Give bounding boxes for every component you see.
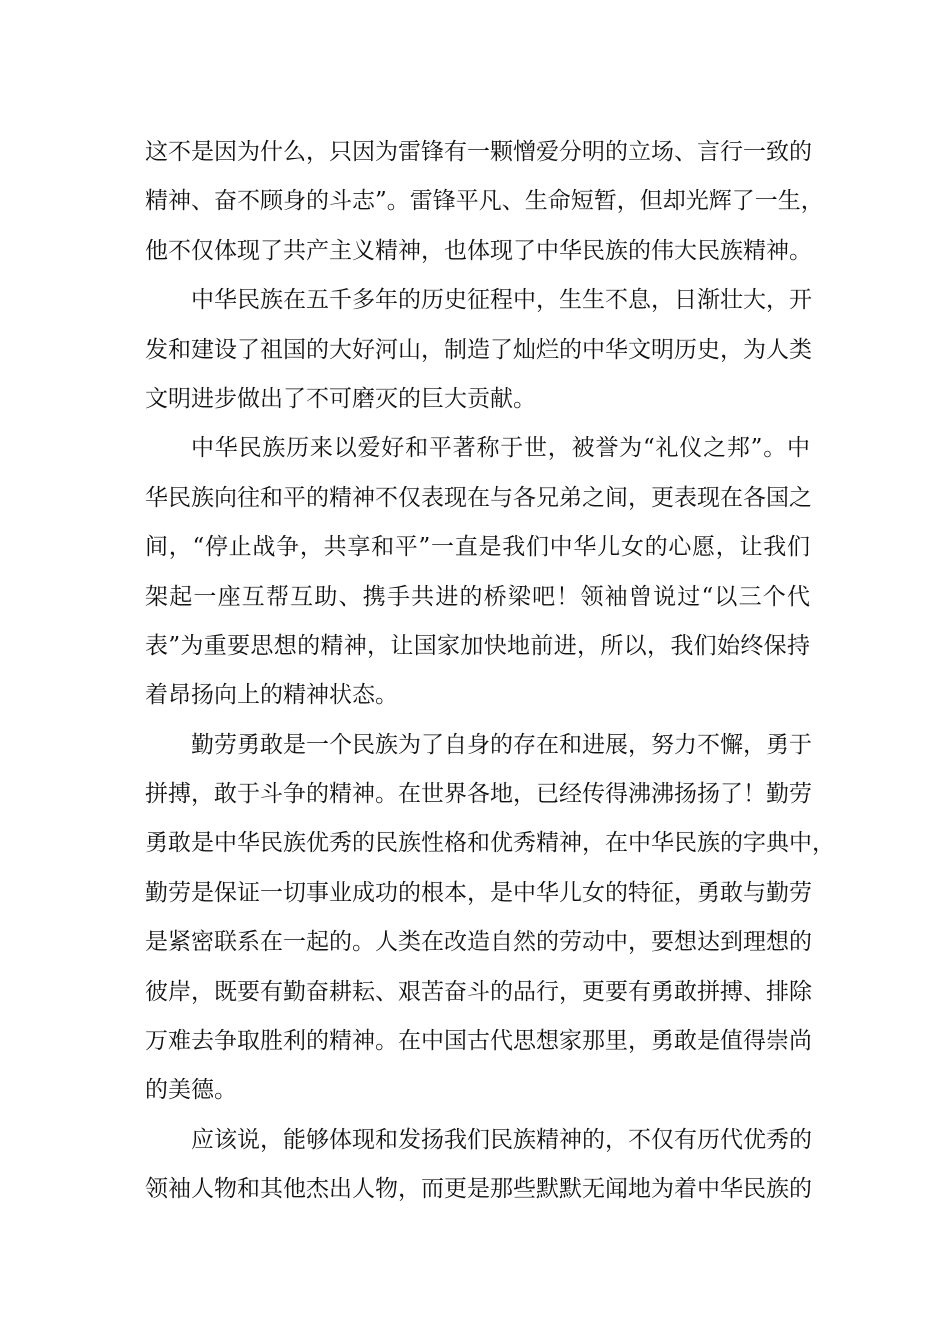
text-line: 间，“停止战争，共享和平”一直是我们中华儿女的心愿，让我们 — [145, 534, 810, 561]
paragraph-first-line: 应该说，能够体现和发扬我们民族精神的，不仅有历代优秀的 — [191, 1126, 812, 1153]
text-line: 拼搏，敢于斗争的精神。在世界各地，已经传得沸沸扬扬了！勤劳 — [145, 781, 812, 808]
paragraph-first-line: 中华民族历来以爱好和平著称于世，被誉为“礼仪之邦”。中 — [191, 435, 810, 462]
text-line: 他不仅体现了共产主义精神，也体现了中华民族的伟大民族精神。 — [145, 237, 812, 264]
document-body — [145, 128, 835, 1215]
paragraph-first-line: 勤劳勇敢是一个民族为了自身的存在和进展，努力不懈，勇于 — [191, 731, 812, 758]
text-line: 是紧密联系在一起的。人类在改造自然的劳动中，要想达到理想的 — [145, 929, 812, 956]
text-line: 这不是因为什么，只因为雷锋有一颗憎爱分明的立场、言行一致的 — [145, 139, 812, 165]
text-line: 精神、奋不顾身的斗志”。雷锋平凡、生命短暂，但却光辉了一生， — [145, 188, 824, 215]
text-line: 勤劳是保证一切事业成功的根本，是中华儿女的特征，勇敢与勤劳 — [145, 879, 812, 906]
text-line: 万难去争取胜利的精神。在中国古代思想家那里，勇敢是值得崇尚 — [145, 1028, 812, 1055]
text-line: 勇敢是中华民族优秀的民族性格和优秀精神，在中华民族的字典中， — [145, 830, 835, 857]
text-line: 彼岸，既要有勤奋耕耘、艰苦奋斗的品行，更要有勇敢拼搏、排除 — [145, 978, 812, 1005]
text-line: 领袖人物和其他杰出人物，而更是那些默默无闻地为着中华民族的 — [145, 1176, 812, 1203]
text-line: 文明进步做出了不可磨灭的巨大贡献。 — [145, 385, 536, 412]
paragraph-first-line: 中华民族在五千多年的历史征程中，生生不息，日渐壮大，开 — [191, 287, 812, 314]
text-line: 架起一座互帮互助、携手共进的桥梁吧！领袖曾说过“以三个代 — [145, 583, 810, 610]
text-line: 着昂扬向上的精神状态。 — [145, 682, 398, 709]
text-line: 发和建设了祖国的大好河山，制造了灿烂的中华文明历史，为人类 — [145, 336, 812, 363]
text-line: 表”为重要思想的精神，让国家加快地前进，所以，我们始终保持 — [145, 632, 810, 659]
text-line: 的美德。 — [145, 1077, 237, 1104]
text-line: 华民族向往和平的精神不仅表现在与各兄弟之间，更表现在各国之 — [145, 484, 812, 511]
